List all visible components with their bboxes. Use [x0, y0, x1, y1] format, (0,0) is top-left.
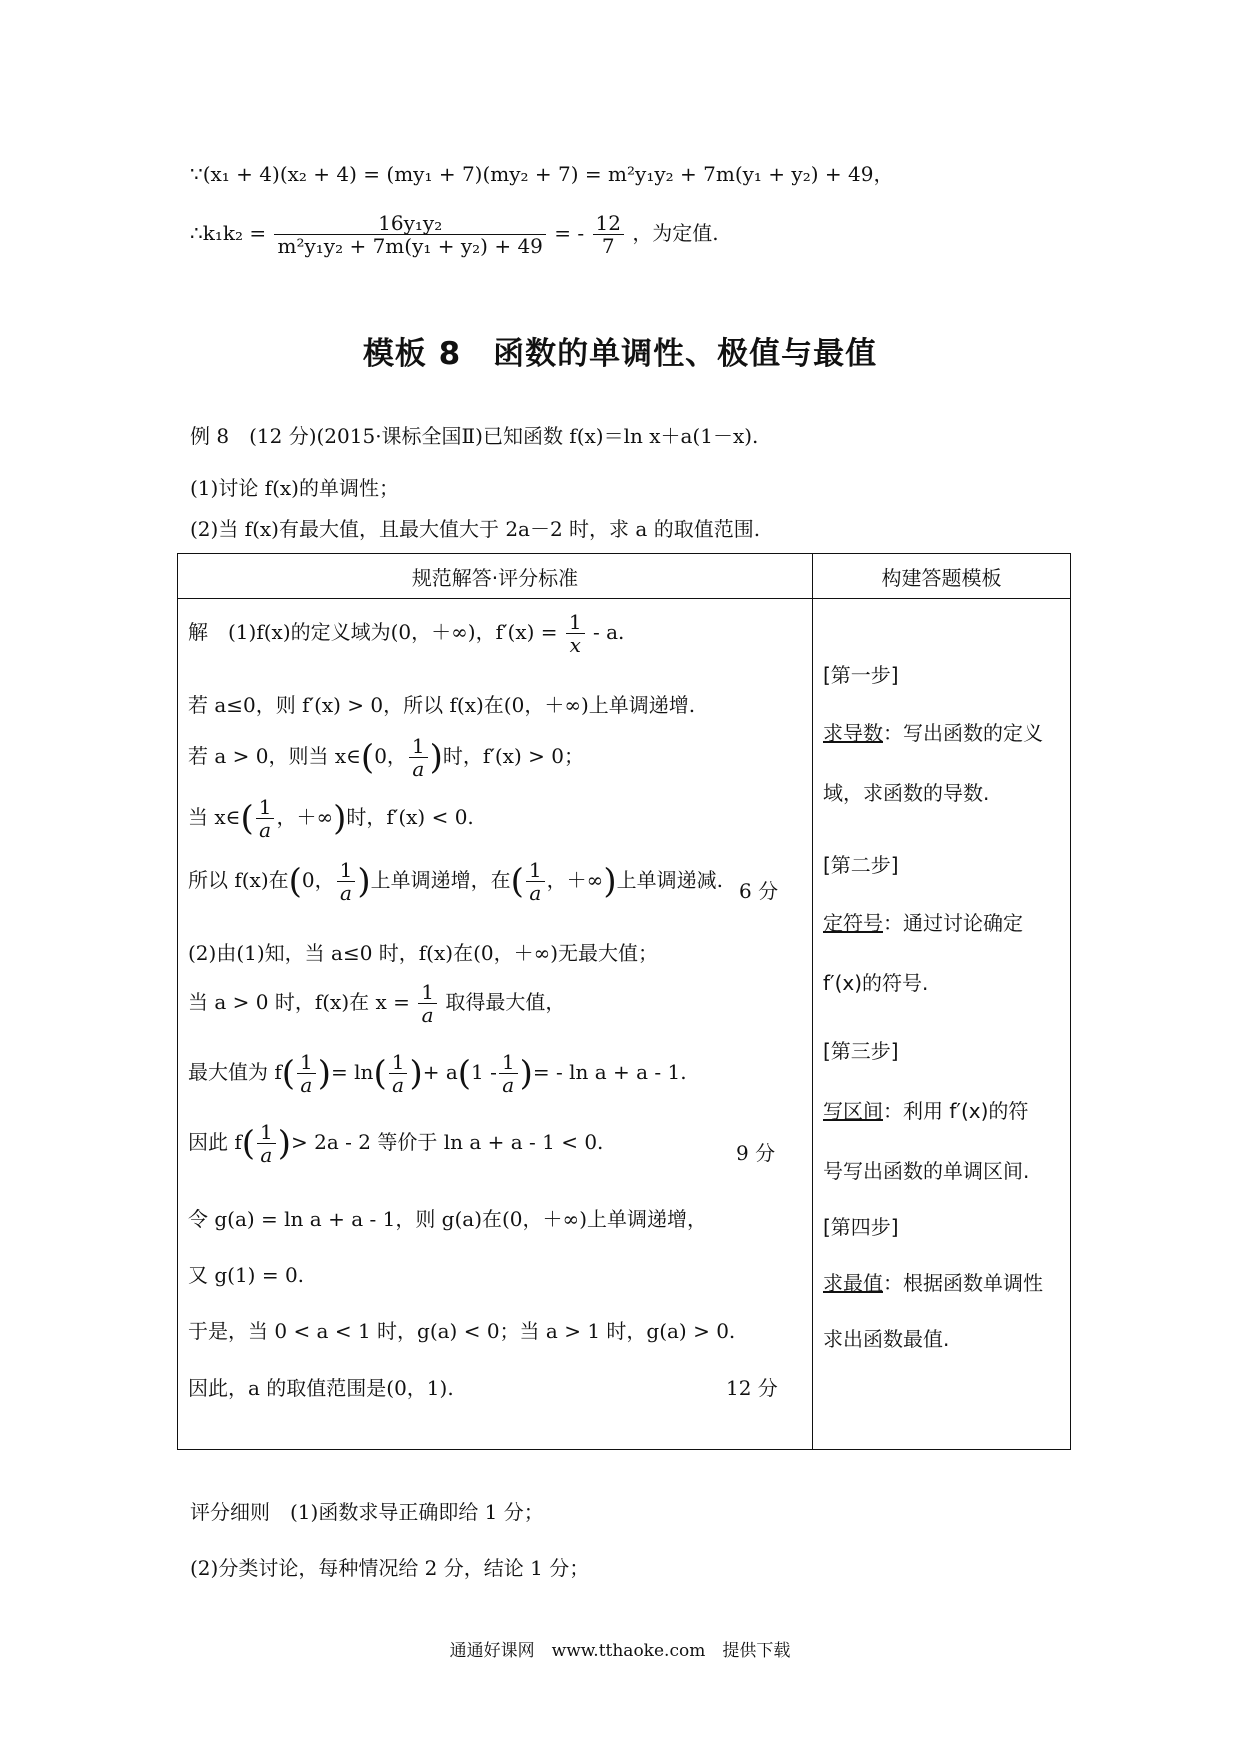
one-over-a-fraction [257, 1121, 276, 1166]
top-line-2-prefix: ∴k₁k₂ = [190, 221, 267, 245]
solution-row-11: 又 g(1) = 0. [188, 1263, 305, 1287]
problem-line-2: (1)讨论 f(x)的单调性； [190, 476, 399, 500]
fraction-numerator: 1 [411, 734, 425, 758]
template-step-3-line-b: 号写出函数的单调区间. [823, 1159, 1030, 1183]
template-step-4-line-a [823, 1267, 1043, 1296]
right-paren: ) [603, 861, 617, 902]
template-step-1-line-a [823, 717, 1043, 746]
step-1-keyword: 求导数 [823, 721, 883, 745]
solution-row-1 [188, 611, 624, 656]
left-paren: ( [241, 1123, 256, 1164]
big-fraction-denominator: m²y₁y₂ + 7m(y₁ + y₂) + 49 [274, 234, 545, 257]
row-4-text-a: 当 x∈ [188, 805, 241, 829]
score-9: 9 分 [736, 1141, 776, 1165]
solution-row-12: 于是，当 0 < a < 1 时，g(a) < 0；当 a > 1 时，g(a) > 0. [188, 1319, 736, 1343]
row-8-text-b: = ln [331, 1060, 374, 1084]
problem-line-3: (2)当 f(x)有最大值，且最大值大于 2a－2 时，求 a 的取值范围. [190, 517, 761, 541]
row-9-text-a: 因此 f [188, 1130, 242, 1154]
right-paren: ) [409, 1053, 423, 1094]
fraction-numerator: 1 [260, 1120, 273, 1144]
row-8-text-c: + a [422, 1060, 458, 1084]
interval-start: 0， [374, 744, 407, 768]
solution-row-8 [188, 1051, 687, 1096]
left-paren: ( [457, 1053, 472, 1094]
right-paren: ) [429, 737, 443, 778]
fraction-denominator: a [526, 881, 545, 904]
section-title: 模板 8 函数的单调性、极值与最值 [362, 336, 878, 372]
top-line-2-small-fraction [593, 212, 624, 257]
one-over-a-fraction [389, 1051, 408, 1096]
template-step-4-line-b: 求出函数最值. [823, 1327, 950, 1351]
top-line-2-big-fraction [274, 212, 545, 257]
interval-start: 0， [301, 868, 335, 892]
right-paren: ) [519, 1053, 533, 1094]
template-step-1: [第一步] [823, 663, 899, 687]
fraction-numerator: 1 [300, 1050, 313, 1074]
row-8-text-a: 最大值为 f [188, 1060, 282, 1084]
template-step-4: [第四步] [823, 1215, 899, 1239]
fraction-numerator: 1 [339, 858, 353, 882]
interval-end: ，＋∞ [546, 868, 604, 892]
one-over-a-fraction [499, 1051, 518, 1096]
score-6: 6 分 [739, 879, 779, 903]
template-step-2-line-a [823, 907, 1023, 936]
top-line-2 [190, 212, 719, 257]
right-paren: ) [333, 798, 347, 839]
template-step-3: [第三步] [823, 1039, 899, 1063]
row-3-text-a: 若 a > 0，则当 x∈ [188, 744, 361, 768]
step-2-desc-a: ：通过讨论确定 [883, 911, 1023, 935]
rules-line-1: 评分细则 (1)函数求导正确即给 1 分； [190, 1500, 544, 1524]
one-over-a-fraction [526, 859, 545, 904]
step-3-desc-a: ：利用 f′(x)的符 [883, 1099, 1029, 1123]
top-line-1-text: ∵(x₁ + 4)(x₂ + 4) = (my₁ + 7)(my₂ + 7) = m²y₁y₂ + 7m(y₁ + y₂) + 49， [190, 162, 894, 186]
page-footer: 通通好课网 www.tthaoke.com 提供下载 [449, 1641, 791, 1661]
fraction-numerator: 1 [568, 610, 582, 634]
left-paren: ( [240, 798, 254, 839]
solution-row-4 [188, 796, 474, 841]
row-3-text-b: 时，f′(x) > 0； [442, 744, 584, 768]
fraction-numerator: 1 [421, 980, 434, 1004]
solution-row-3 [188, 735, 584, 780]
solution-row-13: 因此，a 的取值范围是(0，1). [188, 1376, 454, 1400]
header-right: 构建答题模板 [813, 554, 1071, 599]
one-over-a-fraction [297, 1051, 316, 1096]
template-step-3-line-a [823, 1095, 1028, 1124]
solution-table [177, 553, 1071, 1450]
fraction-denominator: x [566, 633, 585, 656]
row-7-text-a: 当 a > 0 时，f(x)在 x = [188, 990, 410, 1014]
top-line-2-eq: = - [554, 221, 585, 245]
template-step-2-line-b: f′(x)的符号. [823, 971, 929, 995]
left-paren: ( [373, 1053, 387, 1094]
small-fraction-denominator: 7 [593, 234, 624, 257]
left-paren: ( [360, 737, 375, 778]
left-paren: ( [288, 861, 302, 902]
one-over-a-fraction [418, 981, 437, 1026]
step-1-desc-a: ：写出函数的定义 [883, 721, 1043, 745]
fraction-denominator: a [257, 1143, 276, 1166]
template-cell [813, 599, 1071, 1450]
one-over-a-fraction [337, 859, 356, 904]
big-fraction-numerator: 16y₁y₂ [378, 211, 443, 235]
right-paren: ) [277, 1123, 292, 1164]
top-line-1 [190, 158, 893, 187]
row-5-text-c: 上单调递减. [616, 868, 723, 892]
header-left: 规范解答·评分标准 [178, 554, 813, 599]
one-over-x-fraction [566, 611, 585, 656]
fraction-denominator: a [337, 881, 356, 904]
step-4-desc-a: ：根据函数单调性 [883, 1271, 1043, 1295]
fraction-denominator: a [297, 1073, 316, 1096]
solution-row-2: 若 a≤0，则 f′(x) > 0，所以 f(x)在(0，＋∞)上单调递增. [188, 693, 696, 717]
solution-row-9 [188, 1121, 603, 1166]
top-line-2-suffix: ，为定值. [632, 221, 719, 245]
problem-line-1: 例 8 (12 分)(2015·课标全国Ⅱ)已知函数 f(x)＝ln x＋a(1－x). [190, 424, 759, 448]
rules-line-2: (2)分类讨论，每种情况给 2 分，结论 1 分； [190, 1556, 590, 1580]
step-4-keyword: 求最值 [823, 1271, 883, 1295]
fraction-numerator: 1 [258, 795, 272, 819]
fraction-denominator: a [256, 818, 275, 841]
fraction-denominator: a [418, 1003, 437, 1026]
fraction-denominator: a [499, 1073, 518, 1096]
row-5-text-b: 上单调递增，在 [370, 868, 511, 892]
score-12: 12 分 [726, 1376, 778, 1400]
row-7-text-b: 取得最大值， [445, 990, 566, 1014]
one-over-a-fraction [409, 735, 428, 780]
template-step-2: [第二步] [823, 853, 899, 877]
fraction-denominator: a [409, 757, 428, 780]
fraction-numerator: 1 [528, 858, 542, 882]
row-5-text-a: 所以 f(x)在 [188, 868, 289, 892]
right-paren: ) [317, 1053, 332, 1094]
fraction-numerator: 1 [501, 1050, 515, 1074]
template-step-1-line-b: 域，求函数的导数. [823, 781, 990, 805]
left-paren: ( [510, 861, 524, 902]
solution-row-5 [188, 859, 723, 904]
interval-end: ，＋∞ [276, 805, 334, 829]
right-paren: ) [357, 861, 371, 902]
row-4-text-b: 时，f′(x) < 0. [346, 805, 474, 829]
fraction-numerator: 1 [391, 1050, 405, 1074]
solution-row-7 [188, 981, 565, 1026]
row-8-text-d: = - ln a + a - 1. [532, 1060, 687, 1084]
left-paren: ( [281, 1053, 296, 1094]
solution-row-10: 令 g(a) = ln a + a - 1，则 g(a)在(0，＋∞)上单调递增， [188, 1207, 707, 1231]
step-3-keyword: 写区间 [823, 1099, 883, 1123]
solution-row-6: (2)由(1)知，当 a≤0 时，f(x)在(0，＋∞)无最大值； [188, 941, 659, 965]
solution-cell [178, 599, 813, 1450]
step-2-keyword: 定符号 [823, 911, 883, 935]
row-9-text-b: > 2a - 2 等价于 ln a + a - 1 < 0. [291, 1130, 604, 1154]
one-minus: 1 - [471, 1060, 497, 1084]
small-fraction-numerator: 12 [595, 211, 621, 235]
one-over-a-fraction [256, 796, 275, 841]
row-1-text-a: 解 (1)f(x)的定义域为(0，＋∞)，f′(x) = [188, 620, 558, 644]
fraction-denominator: a [389, 1073, 408, 1096]
row-1-text-b: - a. [593, 620, 625, 644]
